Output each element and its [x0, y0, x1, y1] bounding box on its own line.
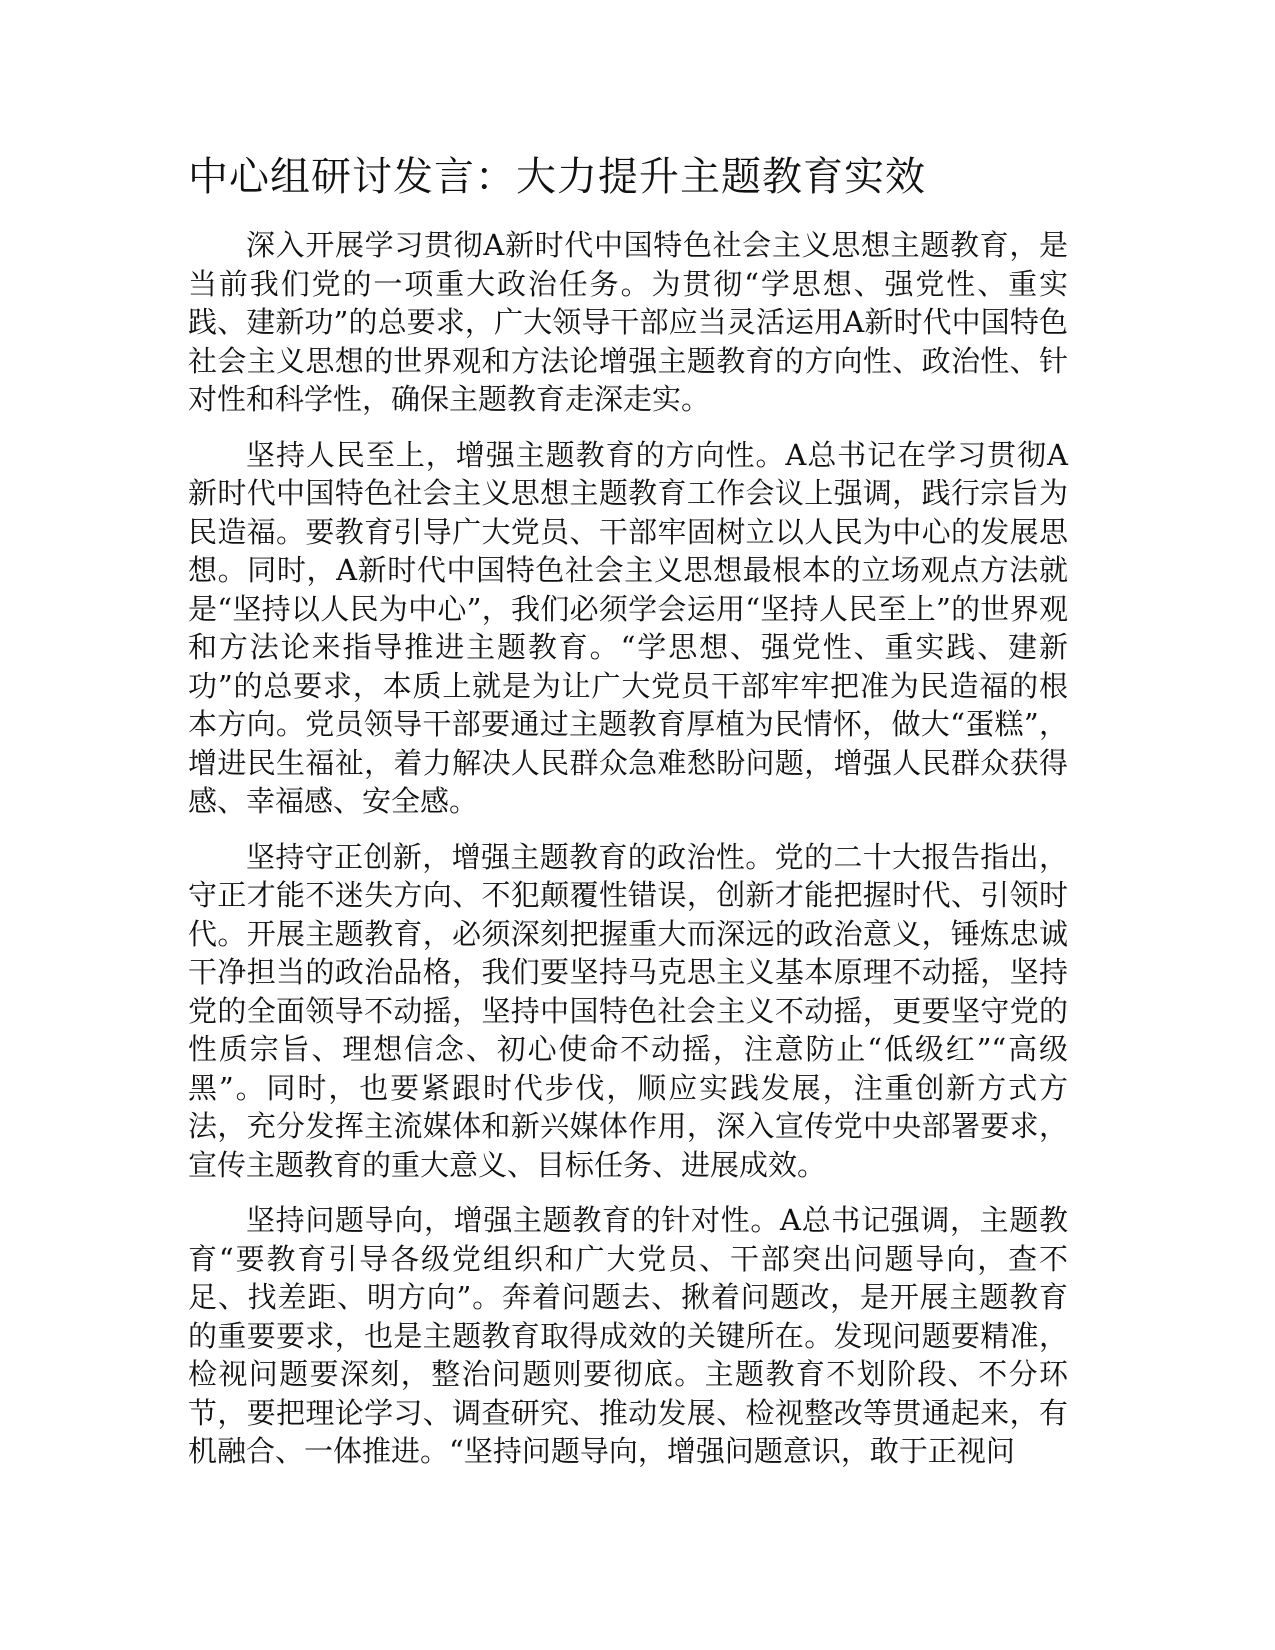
paragraph-people-first: 坚持人民至上，增强主题教育的方向性。A总书记在学习贯彻A新时代中国特色社会主义思想主题教育工作会议上强调，践行宗旨为民造福。要教育引导广大党员、干部牢固树立以人民为中心的发展思想。同时，A新时代中国特色社会主义思想最根本的立场观点方法就是“坚持以人民为中心”，我们必须学会运用“坚持人民至上”的世界观和方法论来指导推进主题教育。“学思想、强党性、重实践、建新功”的总要求，本质上就是为让广大党员干部牢牢把准为民造福的根本方向。党员领导干部要通过主题教育厚植为民情怀，做大“蛋糕”，增进民生福祉，着力解决人民群众急难愁盼问题，增强人民群众获得感、幸福感、安全感。: [188, 437, 1068, 818]
paragraph-innovation: 坚持守正创新，增强主题教育的政治性。党的二十大报告指出，守正才能不迷失方向、不犯颠覆性错误，创新才能把握时代、引领时代。开展主题教育，必须深刻把握重大而深远的政治意义，锤炼忠诚干净担当的政治品格，我们要坚持马克思主义基本原理不动摇，坚持党的全面领导不动摇，坚持中国特色社会主义不动摇，更要坚守党的性质宗旨、理想信念、初心使命不动摇，注意防止“低级红”“高级黑”。同时，也要紧跟时代步伐，顺应实践发展，注重创新方式方法，充分发挥主流媒体和新兴媒体作用，深入宣传党中央部署要求，宣传主题教育的重大意义、目标任务、进展成效。: [188, 839, 1068, 1182]
paragraph-intro: 深入开展学习贯彻A新时代中国特色社会主义思想主题教育，是当前我们党的一项重大政治任务。为贯彻“学思想、强党性、重实践、建新功”的总要求，广大领导干部应当灵活运用A新时代中国特色社会主义思想的世界观和方法论增强主题教育的方向性、政治性、针对性和科学性，确保主题教育走深走实。: [188, 228, 1068, 416]
paragraph-problem-oriented: 坚持问题导向，增强主题教育的针对性。A总书记强调，主题教育“要教育引导各级党组织和广大党员、干部突出问题导向，查不足、找差距、明方向”。奔着问题去、揪着问题改，是开展主题教育的重要要求，也是主题教育取得成效的关键所在。发现问题要精准，检视问题要深刻，整治问题则要彻底。主题教育不划阶段、不分环节，要把理论学习、调查研究、推动发展、检视整改等贯通起来，有机融合、一体推进。“坚持问题导向，增强问题意识，敢于正视问: [188, 1203, 1068, 1468]
document-page: [188, 150, 1068, 1488]
document-title: 中心组研讨发言：大力提升主题教育实效: [188, 154, 926, 200]
